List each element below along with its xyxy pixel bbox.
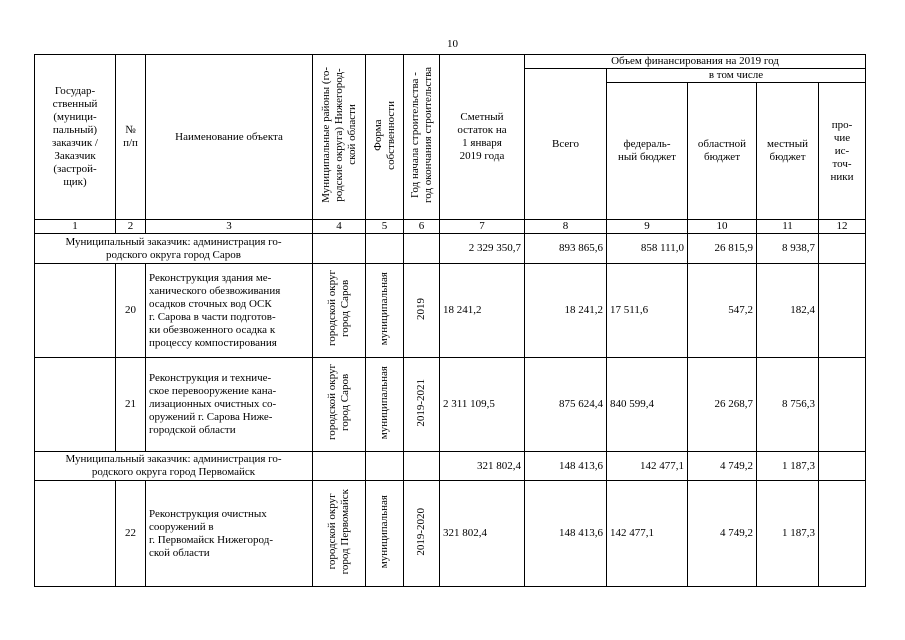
header-other: про- чие ис- точ- ники — [819, 83, 866, 220]
regional: 26 268,7 — [688, 358, 757, 452]
total: 875 624,4 — [525, 358, 607, 452]
header-ownership: Форма собственности — [366, 55, 404, 220]
group-remaining: 2 329 350,7 — [440, 234, 525, 264]
regional: 547,2 — [688, 264, 757, 358]
regional: 4 749,2 — [688, 481, 757, 587]
header-years: Год начала строительства - год окончания строительства — [404, 55, 440, 220]
page-number: 10 — [447, 38, 458, 50]
group-other — [819, 452, 866, 481]
federal: 17 511,6 — [607, 264, 688, 358]
row-number: 20 — [116, 264, 146, 358]
column-number: 11 — [757, 220, 819, 234]
header-no: № п/п — [116, 55, 146, 220]
total: 18 241,2 — [525, 264, 607, 358]
group-federal: 142 477,1 — [607, 452, 688, 481]
header-districts: Муниципальные районы (го- родские округа) Нижегород- ской области — [313, 55, 366, 220]
district: городской округ город Первомайск — [313, 481, 366, 587]
table-row — [35, 481, 866, 587]
column-number: 8 — [525, 220, 607, 234]
group-total: 893 865,6 — [525, 234, 607, 264]
local: 182,4 — [757, 264, 819, 358]
other — [819, 264, 866, 358]
years: 2019-2020 — [404, 481, 440, 587]
total: 148 413,6 — [525, 481, 607, 587]
group-local: 1 187,3 — [757, 452, 819, 481]
local: 1 187,3 — [757, 481, 819, 587]
remaining: 321 802,4 — [440, 481, 525, 587]
header-regional: областной бюджет — [688, 83, 757, 220]
table-row — [35, 358, 866, 452]
object-name: Реконструкция здания ме- ханического обезвоживания осадков сточных вод ОСК г. Сарова в части подготов- ки обезвоженного осадка к процессу компостирования — [146, 264, 313, 358]
column-number: 2 — [116, 220, 146, 234]
column-numbers-row — [35, 220, 866, 234]
group-row — [35, 452, 866, 481]
row-number: 21 — [116, 358, 146, 452]
object-name: Реконструкция очистных сооружений в г. Первомайск Нижегород- ской области — [146, 481, 313, 587]
header-funding: Объем финансирования на 2019 год — [525, 55, 866, 69]
other — [819, 358, 866, 452]
column-number: 7 — [440, 220, 525, 234]
ownership: муниципальная — [366, 264, 404, 358]
years: 2019-2021 — [404, 358, 440, 452]
object-name: Реконструкция и техниче- ское перевооружение кана- лизационных очистных со- оружений г. Сарова Ниже- городской области — [146, 358, 313, 452]
group-total: 148 413,6 — [525, 452, 607, 481]
federal: 142 477,1 — [607, 481, 688, 587]
column-number: 6 — [404, 220, 440, 234]
ownership: муниципальная — [366, 358, 404, 452]
group-row — [35, 234, 866, 264]
header-including: в том числе — [607, 69, 866, 83]
group-other — [819, 234, 866, 264]
group-title: Муниципальный заказчик: администрация го- родского округа город Саров — [35, 234, 313, 264]
group-title: Муниципальный заказчик: администрация го- родского округа город Первомайск — [35, 452, 313, 481]
table-row — [35, 264, 866, 358]
local: 8 756,3 — [757, 358, 819, 452]
column-number: 5 — [366, 220, 404, 234]
years: 2019 — [404, 264, 440, 358]
column-number: 1 — [35, 220, 116, 234]
other — [819, 481, 866, 587]
remaining: 18 241,2 — [440, 264, 525, 358]
group-regional: 4 749,2 — [688, 452, 757, 481]
column-number: 3 — [146, 220, 313, 234]
district: городской округ город Саров — [313, 264, 366, 358]
column-number: 9 — [607, 220, 688, 234]
group-regional: 26 815,9 — [688, 234, 757, 264]
federal: 840 599,4 — [607, 358, 688, 452]
column-number: 10 — [688, 220, 757, 234]
remaining: 2 311 109,5 — [440, 358, 525, 452]
group-local: 8 938,7 — [757, 234, 819, 264]
group-remaining: 321 802,4 — [440, 452, 525, 481]
header-object-name: Наименование объекта — [146, 55, 313, 220]
header-customer: Государ- ственный (муници- пальный) заказчик / Заказчик (застрой- щик) — [35, 55, 116, 220]
header-total: Всего — [525, 69, 607, 220]
header-local: местный бюджет — [757, 83, 819, 220]
group-federal: 858 111,0 — [607, 234, 688, 264]
row-number: 22 — [116, 481, 146, 587]
funding-table — [34, 54, 866, 587]
header-federal: федераль- ный бюджет — [607, 83, 688, 220]
column-number: 12 — [819, 220, 866, 234]
column-number: 4 — [313, 220, 366, 234]
header-remaining: Сметный остаток на 1 января 2019 года — [440, 55, 525, 220]
ownership: муниципальная — [366, 481, 404, 587]
district: городской округ город Саров — [313, 358, 366, 452]
